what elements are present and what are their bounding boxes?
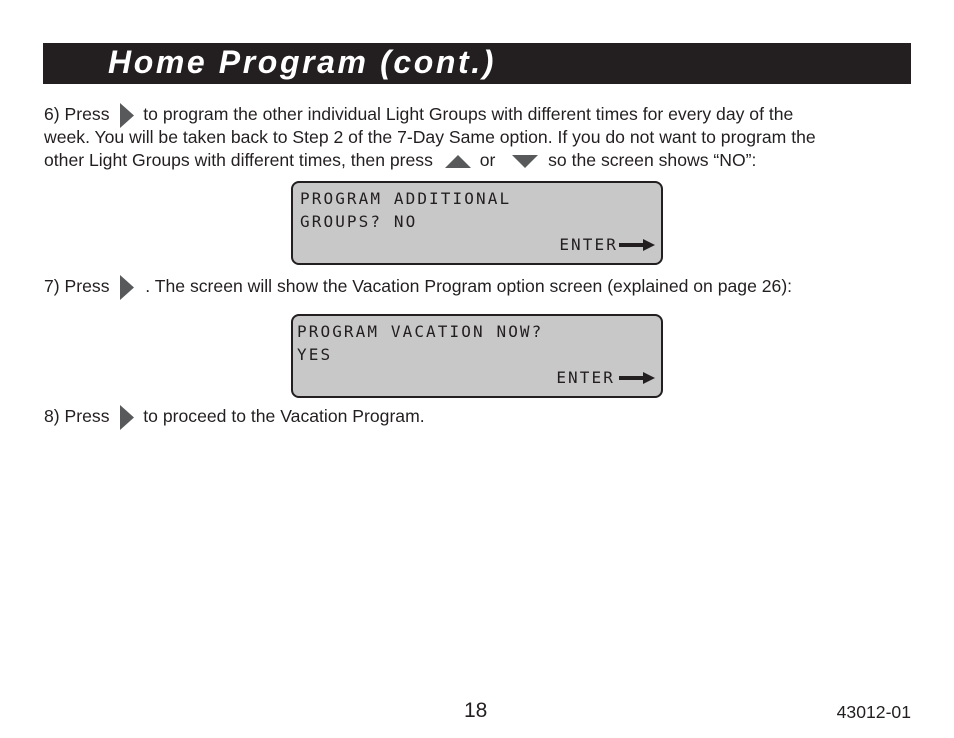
down-arrow-icon — [512, 155, 538, 168]
step-8-line-1 — [44, 405, 425, 428]
step-7-paragraph — [44, 275, 792, 298]
step-6-text-b: other Light Groups with different times, then press — [44, 150, 433, 170]
step-6-line-2: week. You will be taken back to Step 2 of the 7-Day Same option. If you do not want to program the — [44, 127, 816, 147]
step-6-paragraph — [44, 103, 816, 172]
enter-arrow-icon — [619, 372, 655, 384]
lcd-line-2: GROUPS? NO — [300, 212, 418, 231]
lcd-enter-prompt — [556, 368, 655, 387]
step-6-text-c: so the screen shows “NO”: — [548, 150, 757, 170]
lcd-enter-label: ENTER — [559, 235, 618, 254]
page-title: Home Program (cont.) — [108, 44, 497, 80]
lcd-screen-vacation — [291, 314, 663, 398]
step-8-paragraph — [44, 405, 425, 428]
step-6-or: or — [479, 150, 496, 170]
step-6-line-1 — [44, 103, 816, 126]
right-arrow-icon — [120, 275, 134, 300]
lcd-enter-label: ENTER — [556, 368, 615, 387]
up-arrow-icon — [445, 155, 471, 168]
step-8-number: 8) Press — [44, 406, 110, 427]
step-7-number: 7) Press — [44, 276, 110, 297]
step-8-text: to proceed to the Vacation Program. — [143, 406, 425, 427]
step-6-text-a: to program the other individual Light Groups with different times for every day of the — [143, 104, 794, 125]
header-bar — [43, 43, 911, 84]
document-number: 43012-01 — [836, 702, 911, 722]
lcd-screen-additional-groups — [291, 181, 663, 265]
lcd-line-2: YES — [297, 345, 333, 364]
step-6-line-3 — [44, 149, 816, 172]
step-7-text: . The screen will show the Vacation Program option screen (explained on page 26): — [145, 276, 793, 297]
lcd-line-1: PROGRAM ADDITIONAL — [300, 189, 512, 208]
right-arrow-icon — [120, 103, 134, 128]
page-number: 18 — [464, 699, 488, 722]
enter-arrow-icon — [619, 239, 655, 251]
step-7-line-1 — [44, 275, 792, 298]
lcd-line-1: PROGRAM VACATION NOW? — [297, 322, 544, 341]
lcd-enter-prompt — [559, 235, 655, 254]
right-arrow-icon — [120, 405, 134, 430]
step-6-number: 6) Press — [44, 104, 110, 125]
